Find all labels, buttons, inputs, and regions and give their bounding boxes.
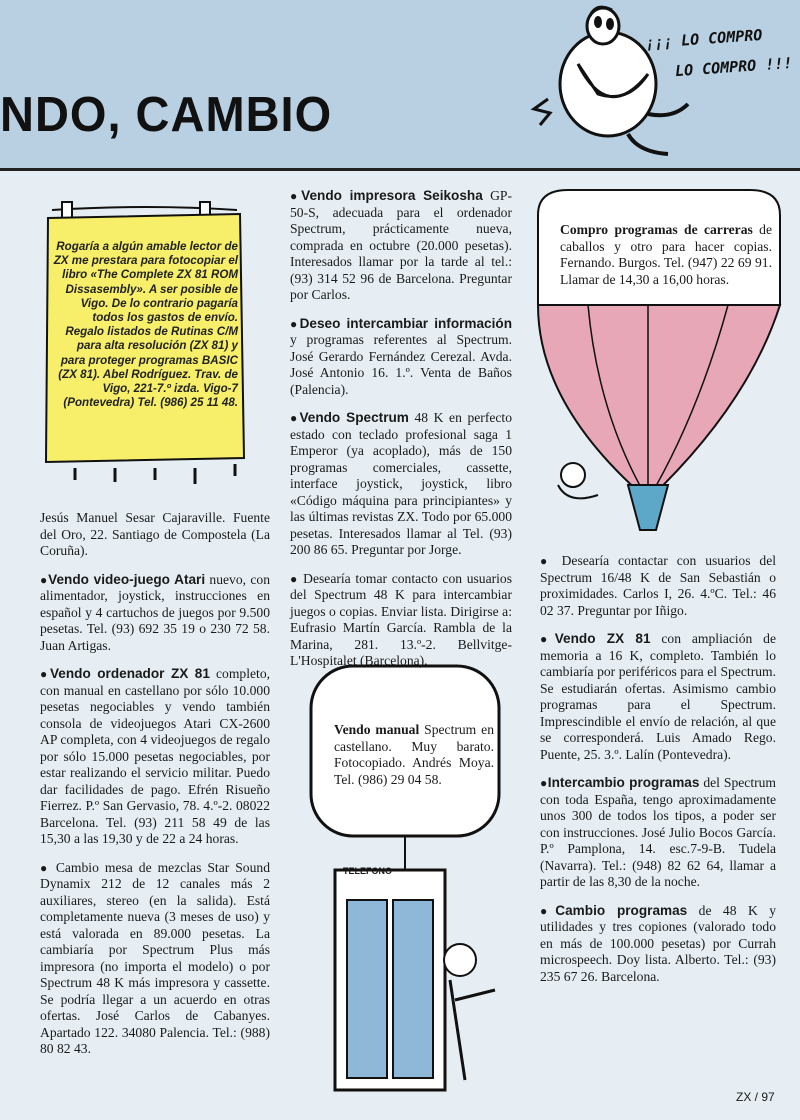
ad-item (290, 410, 512, 559)
balloon-ad (560, 222, 772, 288)
column-1 (40, 510, 270, 1070)
note-text: Rogaría a algún amable lector de ZX me prestara para fotocopiar el libro «The Complete ZX 81 ROM Dissasembly». A ser posible de Vigo. De lo contrario pagaría todos los gastos de envío. Regalo listados de Rutinas C/M para alta resolución (ZX 81) y para proteger programas BASIC (ZX 81). Abel Rodríguez. Trav. de Vigo, 221-7.º izda. Vigo-7 (Pontevedra) Tel. (986) 25 11 48. (53, 240, 238, 410)
ad-lead: Vendo ZX 81 (554, 631, 651, 646)
ad-text: 48 K en perfecto estado con teclado profesional saga 1 Emperor (ya acoplado), más de 150 programas comerciales, cassette, interface joystick, joystick, libro «Código máquina para principiantes» y las últimas revistas ZX. Todo por 65.000 pesetas. Interesados llamar al Tel. (93) 200 86 65. Preguntar por Jorge. (290, 410, 512, 557)
ad-text: con ampliación de memoria a 16 K, completo. También lo cambiaría por periféricos para el Spectrum. Se estudiarán ofertas. Asimismo cambio programas para el Spectrum. Imprescindible el envío de relación, al que se corresponderá. Luis Amado Rego. Puente, 25. 3.º. Lalín (Pontevedra). (540, 631, 776, 762)
balloon-ad-lead: Compro programas de carreras (560, 222, 753, 237)
ad-bullet: ● (290, 189, 302, 203)
ad-bullet: ● (40, 667, 50, 681)
column-3 (540, 553, 776, 997)
ad-text: Jesús Manuel Sesar Cajaraville. Fuente del Oro, 22. Santiago de Compostela (La Coruña). (40, 510, 270, 558)
ad-item (40, 860, 270, 1058)
ad-bullet: ● (540, 632, 555, 646)
shout-line-1: ¡¡¡ LO COMPRO (644, 25, 763, 53)
ad-bullet: ● (540, 554, 553, 568)
ad-bullet: ● (540, 776, 548, 790)
phone-booth-label: TELEFONO (343, 866, 392, 876)
page-number: ZX / 97 (736, 1090, 775, 1104)
ad-item (40, 510, 270, 560)
ad-lead: Vendo impresora Seikosha (301, 188, 483, 203)
ad-text: Cambio mesa de mezclas Star Sound Dynamix 212 de 12 canales más 2 auxiliares, stereo (en la salida). Está completamente nueva (3 meses de uso) y está valorada en 89.000 pesetas. La cambiaría por Spectrum Plus más impresora (no importa el modelo) o por Spectrum 48 K más impresora y cassette. Se podría llegar a un acuerdo en otras ofertas. José Carlos de Cabanyes. Apartado 122. 34080 Palencia. Tel.: (988) 80 82 43. (40, 859, 270, 1056)
balloon-ad-text: de caballos y otro para hacer copias. Fernando. Burgos. Tel. (947) 22 69 91. Llamar de 14,30 a 16,00 horas. (560, 222, 772, 287)
ad-text: del Spectrum con toda España, tengo aproximadamente unos 300 de todos los tipos, a poder ser con instrucciones. José Julio Bocos García. P.º Pamplona, 14. esc.7-9-B. Tudela (Navarra). Tel.: (948) 82 62 64, llamar a partir de las 8,30 de la noche. (540, 775, 776, 889)
ad-lead: Vendo Spectrum (299, 410, 409, 425)
header-rule (0, 168, 800, 171)
ad-item (290, 571, 512, 670)
ad-text: completo, con manual en castellano por sólo 10.000 pesetas negociables y vendo también consola de videojuegos Atari CX-2600 AP completa, con 4 videojuegos de regalo por sólo 15.000 pesetas negociables, por estar realizando el servicio militar. Puedo dar facilidades de pago. Efrén Risueño Fierrez. P.º San Gervasio, 78. 4.º-2. 08022 Barcelona. Tel. (93) 211 58 49 de las 15,30 a las 19,30 y de 22 a 24 horas. (40, 666, 271, 846)
ad-bullet: ● (290, 571, 299, 586)
shouting-mascot-illustration (528, 4, 718, 164)
ad-bullet: ● (540, 903, 556, 918)
ad-lead: Vendo ordenador ZX 81 (49, 666, 210, 681)
ad-item (540, 775, 776, 891)
ad-text: GP-50-S, adecuada para el ordenador Spectrum, prácticamente nueva, comprada en octubre (20.000 pesetas). Interesados llamar por la tarde al tel.: (93) 314 52 96 de Barcelona. Preguntar por Carlos. (290, 188, 513, 302)
ad-text: Desearía tomar contacto con usuarios del Spectrum 48 K para intercambiar juegos o copias. Enviar lista. Dirigirse a: Eufrasio Martín García. Rambla de la Marina, 281. 13.º-2. Bellvitge-L'Hospitalet (Barcelona). (290, 570, 513, 668)
ad-item (290, 316, 512, 399)
ad-lead: Intercambio programas (547, 775, 700, 790)
tv-ad-text: Spectrum en castellano. Muy barato. Fotocopiado. Andrés Moya. Tel. (986) 29 04 58. (334, 722, 494, 787)
ad-text: de 48 K y utilidades y tres copiones (valorado todo en más de 100.000 pesetas) por Currah microspeech. Doy lista. Alberto. Tel.: (93) 235 67 26. Barcelona. (540, 902, 776, 984)
ad-item (540, 903, 776, 986)
tv-ad-lead: Vendo manual (334, 722, 420, 737)
column-2 (290, 188, 512, 682)
ad-item (40, 572, 270, 655)
ad-lead: Cambio programas (555, 902, 688, 918)
ad-lead: Deseo intercambiar información (299, 315, 513, 331)
ad-item (540, 553, 776, 619)
ad-lead: Vendo video-juego Atari (48, 571, 206, 587)
ad-text: nuevo, con alimentador, joystick, instrucciones en español y 4 cartuchos de juegos por 9.500 pesetas. Tel. (93) 692 35 19 o 230 72 58. Juan Artigas. (40, 571, 270, 653)
ad-bullet: ● (40, 572, 49, 587)
ad-text: y programas referentes al Spectrum. José Gerardo Fernández Cerezal. Avda. José Antonio 16. 1.º. Venta de Baños (Palencia). (290, 332, 512, 397)
tv-ad (334, 722, 494, 788)
ad-text: Desearía contactar con usuarios del Spectrum 16/48 K de San Sebastián o proximidades. Carlos I, 26. 4.ºC. Tel.: 46 02 37. Preguntar por Iñigo. (540, 553, 777, 618)
ad-bullet: ● (40, 860, 50, 875)
ad-bullet: ● (290, 411, 300, 425)
ad-item (290, 188, 512, 304)
shout-line-2: LO COMPRO !!! (674, 53, 793, 81)
ad-bullet: ● (290, 316, 300, 331)
ad-item (540, 631, 776, 763)
ad-item (40, 666, 270, 848)
section-title: NDO, CAMBIO (0, 85, 333, 142)
